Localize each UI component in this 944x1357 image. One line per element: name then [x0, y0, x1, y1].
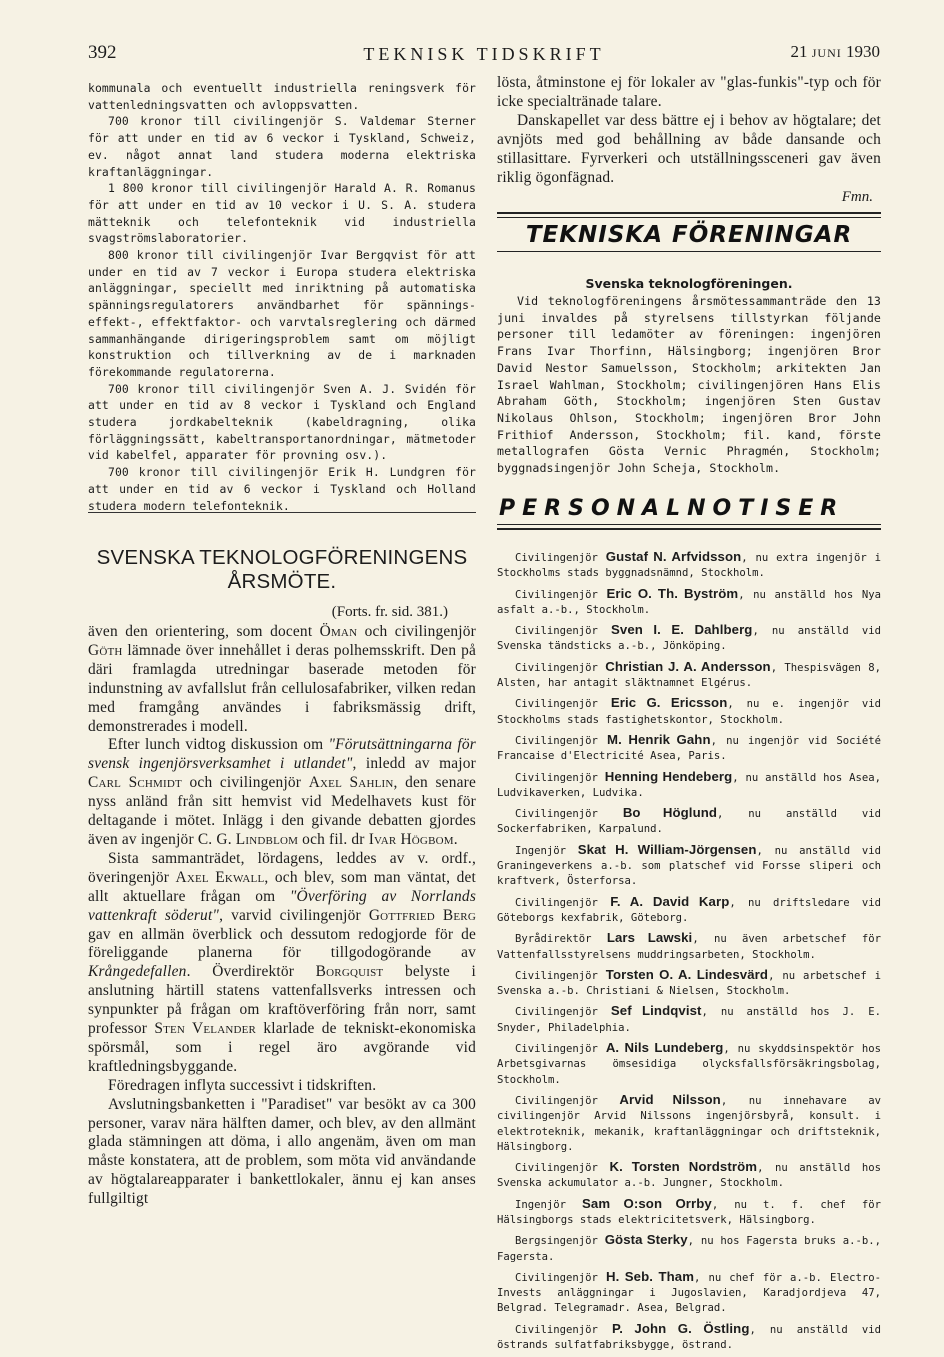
date-day: 21	[790, 42, 808, 61]
paragraph: lösta, åtminstone ej för lokaler av "glas-funkis"-typ och för icke specialtränade talare.	[497, 74, 881, 110]
personal-notice: Ingenjör Sam O:son Orrby, nu t. f. chef för Hälsingborgs stads elektricitetsverk, Hälsingborg.	[497, 1195, 881, 1226]
personal-notice: Byrådirektör Lars Lawski, nu även arbetschef för Vattenfallsstyrelsens muddringsarbeten, Stockholm.	[497, 930, 881, 961]
personal-notices-list	[497, 549, 881, 1357]
personal-notice: Civilingenjör F. A. David Karp, nu driftsledare vid Göteborgs kexfabrik, Göteborg.	[497, 893, 881, 924]
personal-notice: Civilingenjör Torsten O. A. Lindesvärd, nu arbetschef i Svenska a.-b. Christiani & Nielsen, Stockholm.	[497, 966, 881, 998]
section-title: PERSONALNOTISER	[499, 496, 845, 521]
personal-notice: Civilingenjör K. Torsten Nordström, nu anställd hos Svenska ackumulator a.-b. Jungner, Stockholm.	[497, 1159, 881, 1190]
paragraph: Vid teknologföreningens årsmötessammanträde den 13 juni invaldes på styrelsens tillstyrkan följande personer till ledamöter av föreningen: ingenjören Frans Ivar Thorfinn, Hälsingborg; ingenjören Bror David Nestor Samuelsson, Stockholm; arkitekten Jan Israel Wahlman, Stockholm; civilingenjören Hans Elis Abraham Göth, Stockholm; ingenjören Sten Gustav Nikolaus Ohlson, Stockholm; ingenjören Bror John Frithiof Andersson, Stockholm; fil. kand, förste metallografen Gösta Vernic Phragmén, Stockholm; byggnadsingenjör John Scheja, Stockholm.	[497, 294, 881, 476]
person-name: Torsten O. A. Lindesvärd	[605, 966, 769, 982]
paragraph: Föredragen inflyta successivt i tidskriften.	[108, 1076, 377, 1094]
continuation-note: (Forts. fr. sid. 381.)	[331, 604, 448, 620]
column-divider	[88, 512, 476, 513]
article-continuation	[497, 74, 881, 206]
person-name: Christian J. A. Andersson	[605, 658, 771, 674]
page-number: 392	[88, 42, 117, 63]
personal-notice: Civilingenjör Henning Hendeberg, nu anställd hos Asea, Ludvikaverken, Ludvika.	[497, 768, 881, 799]
personal-notice: Civilingenjör M. Henrik Gahn, nu ingenjör vid Société Francaise d'Electricité Asea, Paris.	[497, 731, 882, 763]
person-name: Skat H. William-Jörgensen	[577, 841, 757, 857]
date-year: 1930	[846, 42, 880, 61]
personal-notice: Civilingenjör Christian J. A. Andersson, Thespisvägen 8, Alsten, har antagit släktnamnet Elgérus.	[497, 658, 881, 690]
banner-rule	[497, 217, 881, 218]
issue-date	[791, 42, 881, 62]
paragraph: Danskapellet var dess bättre ej i behov av högtalare; det avnjöts med god behållning av både dansande och stillasittare. Fyrverkeri och utställningssceneri gav även riklig ögonfägnad.	[497, 111, 881, 186]
person-name: Henning Hendeberg	[604, 768, 733, 784]
person-name: Lars Lawski	[606, 930, 693, 946]
paragraph: Efter lunch vidtog diskussion om "Förutsättningarna för svensk ingenjörsverksamhet i utlandet", inledd av major Carl Schmidt och civilingenjör Axel Sahlin, den senare nyss anländ från sitt hemvist vid Medelhavets kust för deltagande i mötet. Inlägg i den givande debatten gjordes även av ingenjör C. G. Lindblom och fil. dr Ivar Högbom.	[88, 736, 476, 848]
person-name: Sven I. E. Dahlberg	[611, 622, 753, 638]
personal-notice: Civilingenjör P. John G. Östling, nu anställd vid östrands sulfatfabriksbygge, östrand.	[497, 1320, 881, 1352]
article-title-line2: ÅRSMÖTE.	[227, 570, 337, 593]
paragraph: kommunala och eventuellt industriella reningsverk för vattenledningsvatten och avloppsvatten.	[88, 81, 476, 112]
person-name: Arvid Nilsson	[619, 1091, 721, 1107]
paragraph: 700 kronor till civilingenjör Erik H. Lundgren för att under en tid av 6 veckor i Tyskland och Holland studera modern telefonteknik.	[88, 465, 476, 513]
personal-notice: Ingenjör Skat H. William-Jörgensen, nu anställd vid Graningeverkens a.-b. som platschef vid Forsse sliperi och kraftverk, Österforsa.	[497, 841, 881, 888]
page-header	[88, 42, 880, 72]
paragraph: 700 kronor till civilingenjör Sven A. J. Svidén för att under en tid av 8 veckor i Tyskland och England studera jordkabelteknik (kabeldragning, olika förläggningssätt, kabeltransportanordningar, mätmetoder vid kabelfel, apparater för provning osv.).	[88, 381, 476, 463]
personal-notice: Civilingenjör H. Seb. Tham, nu chef för a.-b. Electro-Invests anläggningar i Jugoslavien, Karadjordjeva 47, Belgrad. Telegramadr. Asea, Belgrad.	[497, 1268, 881, 1315]
paragraph: 700 kronor till civilingenjör S. Valdemar Sterner för att under en tid av 6 veckor i Tyskland, Schweiz, ev. något annat land studera moderna elektriska kraftanläggningar.	[88, 114, 476, 179]
person-name: Eric G. Ericsson	[610, 695, 728, 711]
person-name: P. John G. Östling	[612, 1320, 750, 1336]
person-name: A. Nils Lundeberg	[605, 1040, 724, 1056]
paragraph: 1 800 kronor till civilingenjör Harald A. R. Romanus för att under en tid av 10 veckor i U. S. A. studera mätteknik och telefonteknik vid industriella svagströmslaboratorier.	[88, 181, 476, 246]
foreningar-article	[497, 276, 881, 477]
personal-notice: Civilingenjör Sven I. E. Dahlberg, nu anställd vid Svenska tändsticks a.-b., Jönköping.	[497, 622, 881, 653]
paragraph: Sista sammanträdet, lördagens, leddes av v. ordf., överingenjör Axel Ekwall, och blev, som man väntat, det allt aktuellare frågan om "Överföring av Norrlands vattenkraft söderut", varvid civilingenjör Gottfried Berg gav en allmän överblick och dessutom redogjorde för de föreliggande planerna för tillgodogörande av Krångedefallen. Överdirektör Borgquist belyste i anslutning härtill statens vattenfallsverks intressen och synpunkter på frågan om kraftöverföring från norr, samt professor Sten Velander klarlade de tekniskt-ekonomiska spörsmål, som i regel äro avgörande vid kraftledningsbyggande.	[88, 849, 477, 1075]
journal-title: TEKNISK TIDSKRIFT	[363, 44, 605, 64]
person-name: Sam O:son Orrby	[582, 1195, 712, 1211]
banner-rule	[497, 524, 881, 525]
personal-notice: Civilingenjör Bo Höglund, nu anställd vid Sockerfabriken, Karpalund.	[497, 805, 881, 836]
paragraph: Avslutningsbanketten i "Paradiset" var besökt av ca 300 personer, varav nära hälften damer, och blev, av den allmänt glada stämningen att döma, i allo angenäm, även om man måste konstatera, att de problem, som möta vid användande av högtalareapparater i bankettlokaler, ännu ej kan anses fullgiltigt	[88, 1095, 476, 1208]
personal-notice: Civilingenjör Eric G. Ericsson, nu e. ingenjör vid Stockholms stads fastighetskontor, Stockholm.	[497, 695, 882, 726]
personal-notice: Civilingenjör Eric O. Th. Byström, nu anställd hos Nya asfalt a.-b., Stockholm.	[497, 585, 881, 616]
section-title: TEKNISKA FÖRENINGAR	[525, 222, 853, 248]
paragraph: även den orientering, som docent Öman och civilingenjör Göth lämnade över innehållet i deras polhemsskrift. Den på däri framlagda utredningar baserade metoden för indunstning av avfallslut från cellulosafabriker, vilken redan med framgång användes i fabriksmässig drift, demonstrerades i modell.	[88, 623, 476, 735]
personal-notice: Civilingenjör Arvid Nilsson, nu innehavare av civilingenjör Arvid Nilssons ingenjörsbyrå, konsult. i elektroteknik, mekanik, kraftanläggningar och driftsteknik, Hälsingborg.	[497, 1091, 881, 1153]
person-name: Bo Höglund	[622, 805, 718, 821]
banner-rule	[497, 212, 881, 214]
author-signature: Fmn.	[841, 189, 873, 206]
person-name: Gustaf N. Arfvidsson	[605, 549, 742, 564]
subheading: Svenska teknologföreningen.	[585, 276, 793, 291]
person-name: M. Henrik Gahn	[607, 731, 711, 747]
article-title-line1: SVENSKA TEKNOLOGFÖRENINGENS	[96, 546, 468, 569]
person-name: H. Seb. Tham	[605, 1268, 695, 1284]
banner-rule	[497, 251, 881, 252]
banner-rule	[497, 528, 881, 530]
personal-notice: Civilingenjör Gustaf N. Arfvidsson, nu extra ingenjör i Stockholms stads byggnadsnämnd, Stockholm.	[497, 549, 882, 580]
date-month: JUNI	[811, 46, 842, 60]
personal-notice: Bergsingenjör Gösta Sterky, nu hos Fagersta bruks a.-b., Fagersta.	[497, 1232, 882, 1263]
personal-notice: Civilingenjör Sef Lindqvist, nu anställd hos J. E. Snyder, Philadelphia.	[497, 1003, 881, 1034]
arsmote-article	[88, 546, 476, 1209]
paragraph: 800 kronor till civilingenjör Ivar Bergqvist för att under en tid av 7 veckor i Europa studera elektriska anläggningar, speciellt med inriktning på automatiska spänningsregulatorers användbarhet för spännings- effekt-, effektfaktor- och varvtalsreglering och därmed sammanhängande dirigeringsproblem samt om möjligt konstruktion och tillverkning av de i marknaden förekommande regulatorerna.	[88, 248, 476, 379]
person-name: F. A. David Karp	[610, 893, 730, 909]
personal-notice: Civilingenjör A. Nils Lundeberg, nu skyddsinspektör hos Arbetsgivarnas ömsesidiga olycksfallsförsäkringsbolag, Stockholm.	[497, 1040, 881, 1086]
person-name: K. Torsten Nordström	[609, 1159, 758, 1175]
person-name: Sef Lindqvist	[610, 1003, 702, 1019]
person-name: Gösta Sterky	[604, 1232, 688, 1248]
section-banner-foreningar	[497, 212, 881, 252]
person-name: Eric O. Th. Byström	[606, 585, 739, 601]
scholarship-list	[88, 80, 476, 514]
section-banner-personalnotiser	[497, 494, 881, 530]
